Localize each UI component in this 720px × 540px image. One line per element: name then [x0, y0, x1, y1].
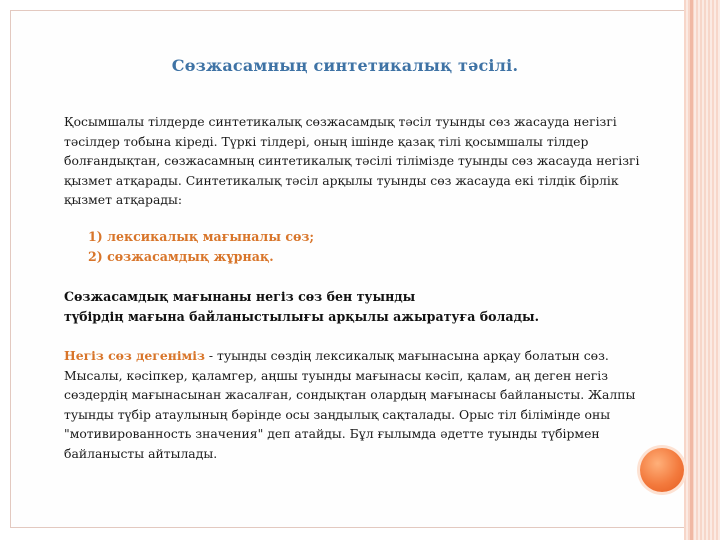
units-list — [88, 227, 314, 267]
key-statement-line: түбірдің мағына байланыстылығы арқылы ажыратуға болады. — [64, 308, 539, 324]
key-statement — [64, 287, 674, 326]
definition-text: - туынды сөздің лексикалық мағынасына арқау болатын сөз. Мысалы, кәсіпкер, қаламгер, аңшы туынды мағынасы кәсіп, қалам, аң деген негіз сөздердің мағынасынан жасалған, сондықтан олардың мағынасы байланысты. Жалпы туынды түбір атаулының бәрінде осы заңдылық сақталады. Орыс тіл білімінде оны "мотивированность значения" деп атайды. Бұл ғылымда әдетте туынды түбірмен байланысты айтылады. — [64, 348, 636, 461]
slide-title: Сөзжасамның синтетикалық тәсілі. — [171, 56, 519, 75]
definition-term: Негіз сөз дегеніміз — [64, 348, 205, 363]
decorative-band — [684, 0, 720, 540]
definition-paragraph — [64, 346, 664, 463]
key-statement-line: Сөзжасамдық мағынаны негіз сөз бен туынды — [64, 289, 416, 304]
decorative-circle — [640, 448, 684, 492]
intro-paragraph: Қосымшалы тілдерде синтетикалық сөзжасамдық тәсіл туынды сөз жасауда негізгі тәсілдер тобына кіреді. Түркі тілдері, оның ішінде қазақ тілі қосымшалы тілдер болғандықтан, сөзжасамның синтетикалық тәсілі тілімізде туынды сөз жасауда негізгі қызмет атқарады. Синтетикалық тәсіл арқылы туынды сөз жасауда екі тілдік бірлік қызмет атқарады: — [64, 114, 640, 207]
decorative-band-line — [690, 0, 693, 540]
list-item: 1) лексикалық мағыналы сөз; — [88, 229, 315, 244]
list-item: 2) сөзжасамдық жұрнақ. — [88, 249, 274, 264]
